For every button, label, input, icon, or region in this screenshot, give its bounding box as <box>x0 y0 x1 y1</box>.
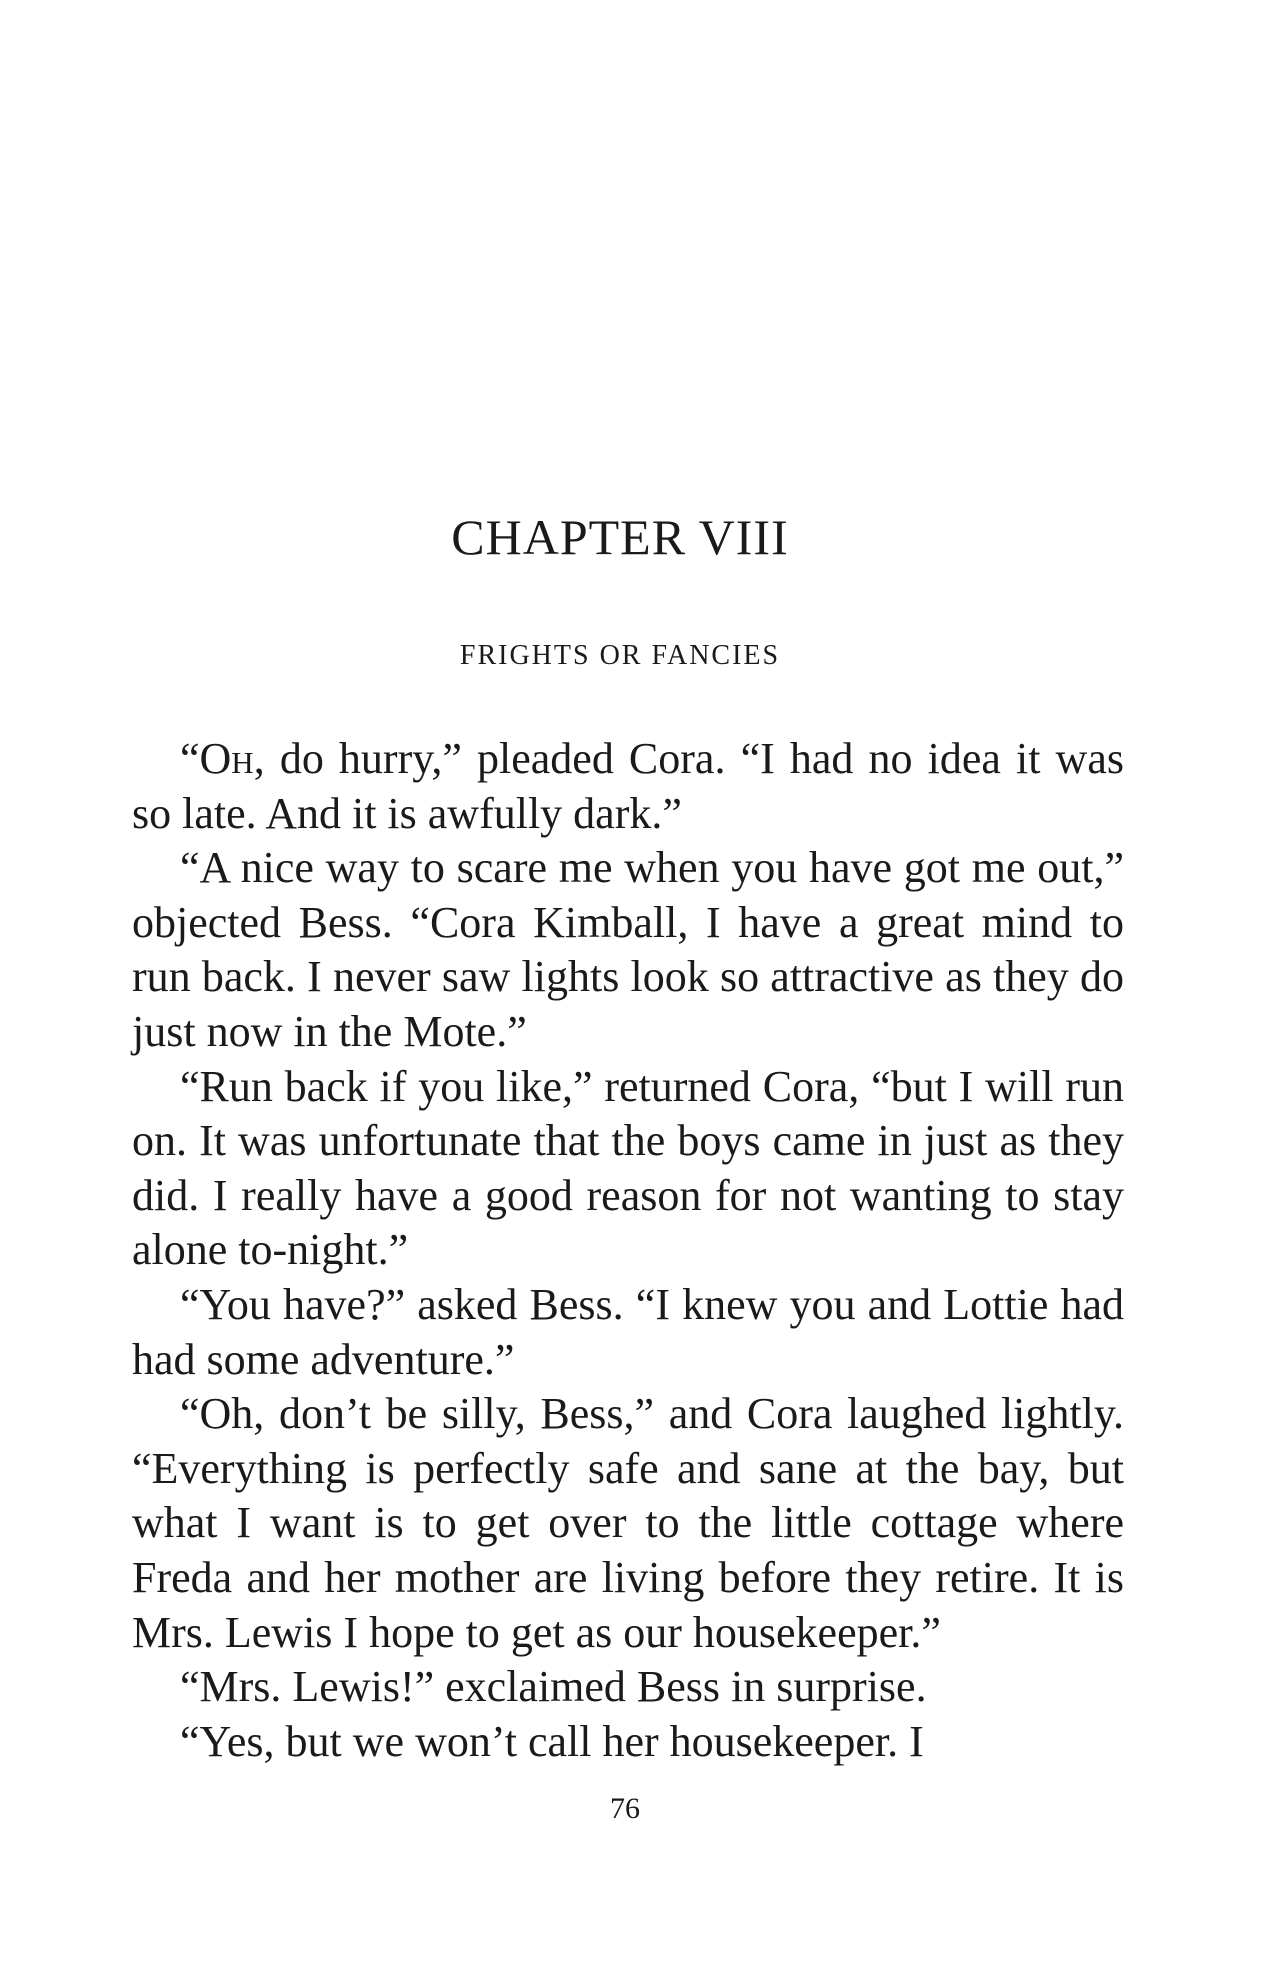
opening-quote: “ <box>180 734 200 783</box>
paragraph: “You have?” asked Bess. “I knew you and Lottie had had some adventure.” <box>132 1279 1124 1384</box>
paragraph: “A nice way to scare me when you have got me out,” objected Bess. “Cora Kimball, I have a great mind to run back. I never saw lights look so attractive as they do just now in the Mote.” <box>132 843 1124 1056</box>
paragraph: “Mrs. Lewis!” exclaimed Bess in surprise. <box>180 1662 927 1712</box>
opening-word: Oh <box>199 734 254 783</box>
body-text <box>132 732 1124 1769</box>
paragraph: “Oh, don’t be silly, Bess,” and Cora laughed lightly. “Everything is perfectly safe and sane at the bay, but what I want is to get over to the little cottage where Freda and her mother are living before they retire. It is Mrs. Lewis I hope to get as our housekeeper.” <box>132 1389 1124 1657</box>
paragraph <box>132 732 1124 841</box>
chapter-title: CHAPTER VIII <box>451 509 789 565</box>
paragraph: “Yes, but we won’t call her housekeeper. I <box>180 1716 924 1766</box>
chapter-subtitle: FRIGHTS OR FANCIES <box>459 640 781 671</box>
paragraph-text: , do hurry,” pleaded Cora. “I had no idea it was so late. And it is awfully dark.” <box>132 734 1124 838</box>
page-number: 76 <box>610 1792 640 1825</box>
paragraph: “Run back if you like,” returned Cora, “but I will run on. It was unfortunate that the boys came in just as they did. I really have a good reason for not wanting to stay alone to-night.” <box>132 1061 1124 1275</box>
